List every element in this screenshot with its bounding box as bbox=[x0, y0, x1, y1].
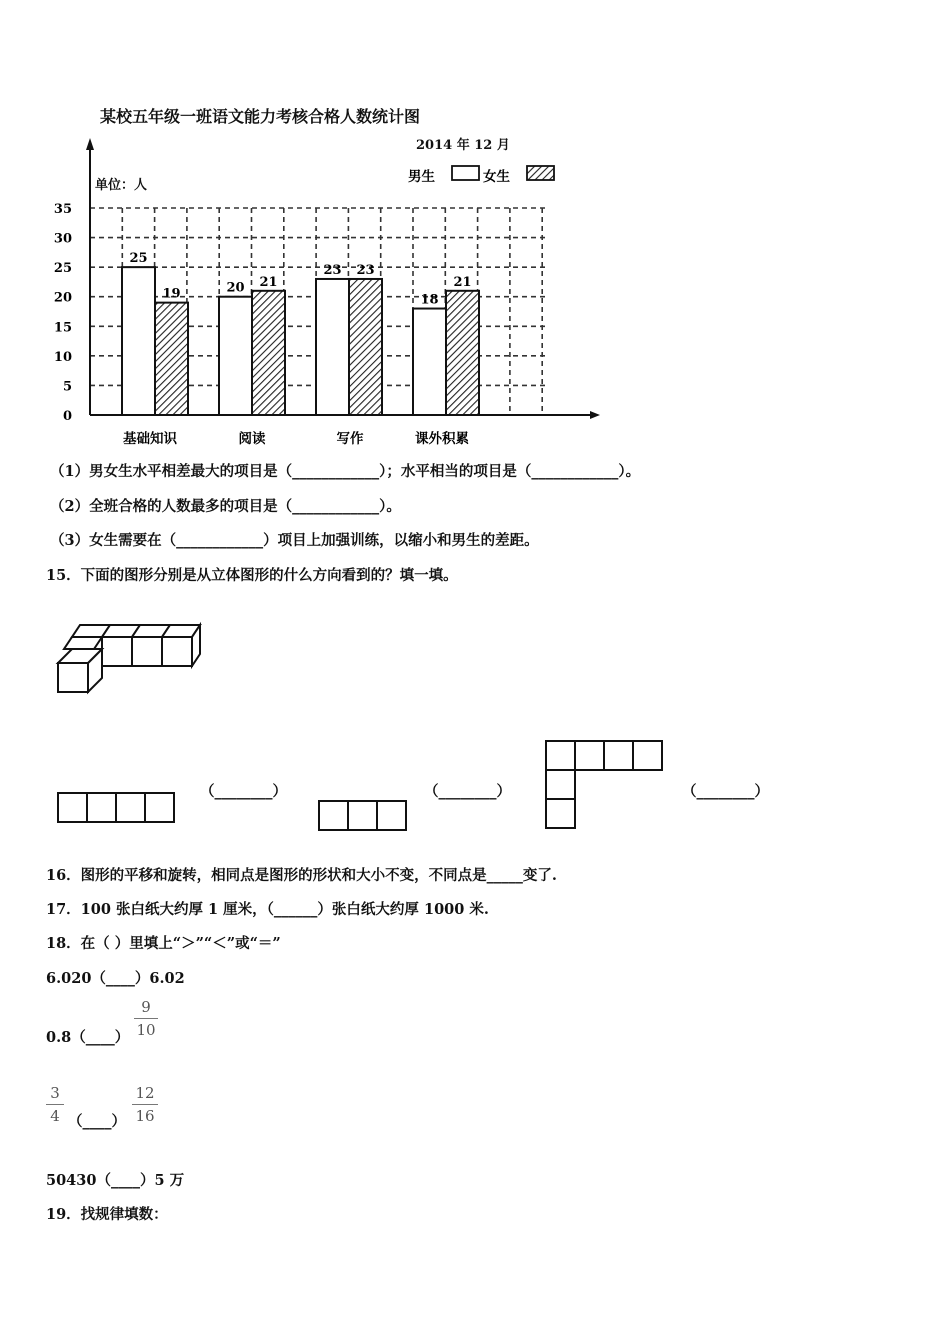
chart-unit-label: 单位：人 bbox=[95, 178, 148, 193]
legend-swatch-boys bbox=[452, 166, 479, 180]
view-figure-1 bbox=[54, 790, 179, 826]
question-19: 19．找规律填数： bbox=[46, 1206, 168, 1223]
question-16: 16．图形的平移和旋转，相同点是图形的形状和大小不变，不同点是_____变了. bbox=[46, 867, 557, 884]
bar-value-label: 21 bbox=[259, 274, 278, 290]
bar-value-label: 20 bbox=[226, 280, 245, 296]
view-2-answer-blank[interactable]: （________） bbox=[424, 783, 511, 800]
legend-label-girls: 女生 bbox=[483, 169, 510, 185]
x-category-label: 基础知识 bbox=[123, 431, 177, 447]
y-tick-label: 35 bbox=[53, 202, 72, 217]
bar-boys bbox=[219, 297, 252, 415]
question-18-b-left: 0.8（____） bbox=[46, 1029, 130, 1046]
y-tick-label: 20 bbox=[53, 290, 72, 306]
fraction-9-10 bbox=[134, 998, 158, 1039]
bar-boys bbox=[122, 267, 155, 415]
bar-value-label: 23 bbox=[323, 262, 342, 278]
chart-title: 某校五年级一班语文能力考核合格人数统计图 bbox=[100, 107, 421, 126]
question-14-1: （1）男女生水平相差最大的项目是（____________）；水平相当的项目是（____________）。 bbox=[50, 463, 641, 480]
bar-girls bbox=[155, 303, 188, 415]
bar-value-label: 19 bbox=[162, 286, 181, 302]
question-18-d: 50430（____）5 万 bbox=[46, 1172, 185, 1189]
question-18-c-blank: （____） bbox=[68, 1113, 126, 1130]
y-tick-label: 0 bbox=[62, 409, 72, 424]
x-axis-arrow bbox=[590, 411, 600, 419]
question-14-2: （2）全班合格的人数最多的项目是（____________）。 bbox=[50, 498, 401, 515]
bar-value-label: 18 bbox=[420, 292, 439, 308]
x-category-label: 阅读 bbox=[238, 431, 266, 447]
x-category-label: 课外积累 bbox=[415, 431, 469, 447]
bar-girls bbox=[446, 291, 479, 415]
legend-swatch-girls bbox=[527, 166, 554, 180]
fraction-3-4 bbox=[46, 1084, 64, 1125]
y-axis-arrow bbox=[86, 138, 94, 150]
y-tick-label: 10 bbox=[53, 349, 72, 365]
bar-value-label: 23 bbox=[356, 262, 375, 278]
question-15: 15．下面的图形分别是从立体图形的什么方向看到的？填一填。 bbox=[46, 567, 458, 584]
fraction-denominator: 10 bbox=[136, 1021, 156, 1039]
chart-subtitle: 2014 年 12 月 bbox=[416, 138, 510, 153]
solid-figure bbox=[50, 615, 270, 715]
question-18: 18．在（ ）里填上“＞”“＜”或“＝” bbox=[46, 935, 281, 952]
view-1-answer-blank[interactable]: （________） bbox=[200, 783, 287, 800]
y-tick-label: 5 bbox=[62, 379, 72, 395]
bar-value-label: 25 bbox=[129, 251, 148, 267]
bar-girls bbox=[349, 279, 382, 415]
fraction-denominator: 4 bbox=[50, 1107, 60, 1125]
x-category-label: 写作 bbox=[336, 431, 364, 447]
bar-girls bbox=[252, 291, 285, 415]
bar-value-label: 21 bbox=[453, 274, 472, 290]
question-18-a: 6.020（____）6.02 bbox=[46, 970, 185, 987]
view-figure-2 bbox=[316, 798, 411, 834]
fraction-numerator: 12 bbox=[135, 1084, 155, 1102]
y-tick-label: 25 bbox=[53, 261, 72, 277]
view-3-answer-blank[interactable]: （________） bbox=[682, 783, 769, 800]
view-figure-3 bbox=[543, 738, 668, 834]
bar-boys bbox=[316, 279, 349, 415]
y-tick-label: 15 bbox=[53, 320, 72, 336]
question-17: 17．100 张白纸大约厚 1 厘米，（______）张白纸大约厚 1000 米. bbox=[46, 901, 489, 918]
fraction-denominator: 16 bbox=[135, 1107, 155, 1125]
y-tick-label: 30 bbox=[53, 231, 72, 247]
legend-label-boys: 男生 bbox=[408, 169, 435, 185]
question-14-3: （3）女生需要在（____________）项目上加强训练，以缩小和男生的差距。 bbox=[50, 532, 539, 549]
bar-boys bbox=[413, 309, 446, 415]
fraction-12-16 bbox=[132, 1084, 158, 1125]
fraction-numerator: 3 bbox=[50, 1084, 60, 1102]
bar-chart bbox=[0, 0, 950, 460]
fraction-numerator: 9 bbox=[141, 998, 151, 1016]
